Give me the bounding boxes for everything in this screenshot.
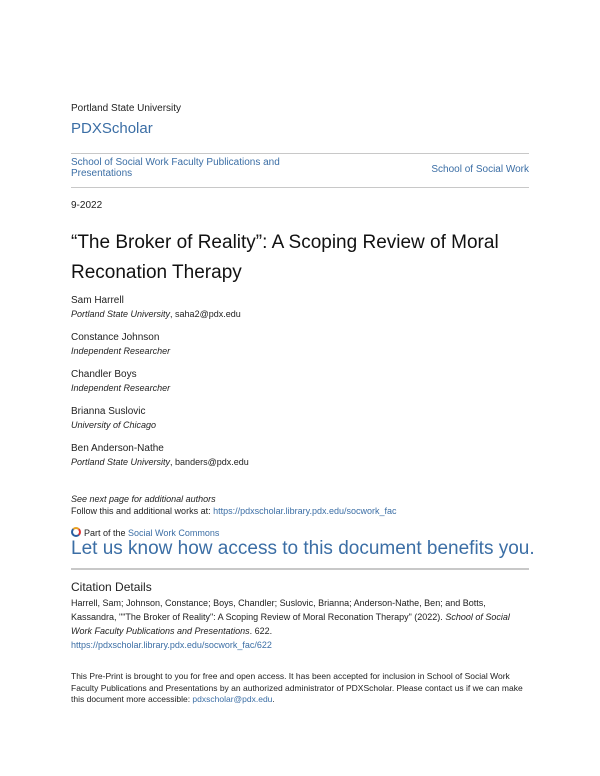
more-authors-note: See next page for additional authors xyxy=(71,494,216,504)
citation-text: Harrell, Sam; Johnson, Constance; Boys, Chandler; Suslovic, Brianna; Anderson-Nathe, Ben; and Botts, Kassandra, ""The Broker of Reality": A Scoping Review of Moral Reconation Therapy" (2022). School of Social Work Faculty Publications and Presentations. 622. https://pdxscholar.library.pdx.edu/socwork_fac/622 xyxy=(71,598,510,650)
collection-url-link[interactable]: https://pdxscholar.library.pdx.edu/socwork_fac xyxy=(213,506,397,516)
author-name: Brianna Suslovic xyxy=(71,406,146,417)
citation-heading: Citation Details xyxy=(71,580,152,594)
part-of-line: Part of the Social Work Commons xyxy=(71,527,219,538)
collection-link[interactable]: School of Social Work Faculty Publications and Presentations xyxy=(71,157,280,179)
publication-date: 9-2022 xyxy=(71,200,103,211)
author-name: Constance Johnson xyxy=(71,332,160,343)
repository-link[interactable]: PDXScholar xyxy=(71,120,153,137)
divider xyxy=(71,568,529,570)
social-work-commons-link[interactable]: Social Work Commons xyxy=(128,528,220,538)
benefits-link[interactable]: Let us know how access to this document benefits you. xyxy=(71,538,535,559)
divider xyxy=(71,153,529,154)
footer-note: This Pre-Print is brought to you for free and open access. It has been accepted for inclusion in School of Social Work Faculty Publications and Presentations by an authorized administrator of PDXScholar. Please contact us if we can make this document more accessible: pdxscholar@pdx.edu. xyxy=(71,671,523,704)
commons-logo-icon xyxy=(71,527,81,537)
citation-url-link[interactable]: https://pdxscholar.library.pdx.edu/socwork_fac/622 xyxy=(71,640,272,650)
contact-email-link[interactable]: pdxscholar@pdx.edu xyxy=(192,694,273,704)
department-link[interactable]: School of Social Work xyxy=(431,164,529,175)
author-affiliation: Independent Researcher xyxy=(71,346,171,356)
author-affiliation: University of Chicago xyxy=(71,420,157,430)
author-name: Chandler Boys xyxy=(71,369,137,380)
author-affiliation: Portland State University, banders@pdx.edu xyxy=(71,457,249,467)
divider xyxy=(71,187,529,188)
institution-name: Portland State University xyxy=(71,103,182,114)
follow-line: Follow this and additional works at: https://pdxscholar.library.pdx.edu/socwork_fac xyxy=(71,506,397,516)
author-affiliation: Independent Researcher xyxy=(71,383,171,393)
author-name: Ben Anderson-Nathe xyxy=(71,443,164,454)
author-name: Sam Harrell xyxy=(71,295,124,306)
document-title: “The Broker of Reality”: A Scoping Review of Moral Reconation Therapy xyxy=(71,232,499,283)
author-affiliation: Portland State University, saha2@pdx.edu xyxy=(71,309,241,319)
